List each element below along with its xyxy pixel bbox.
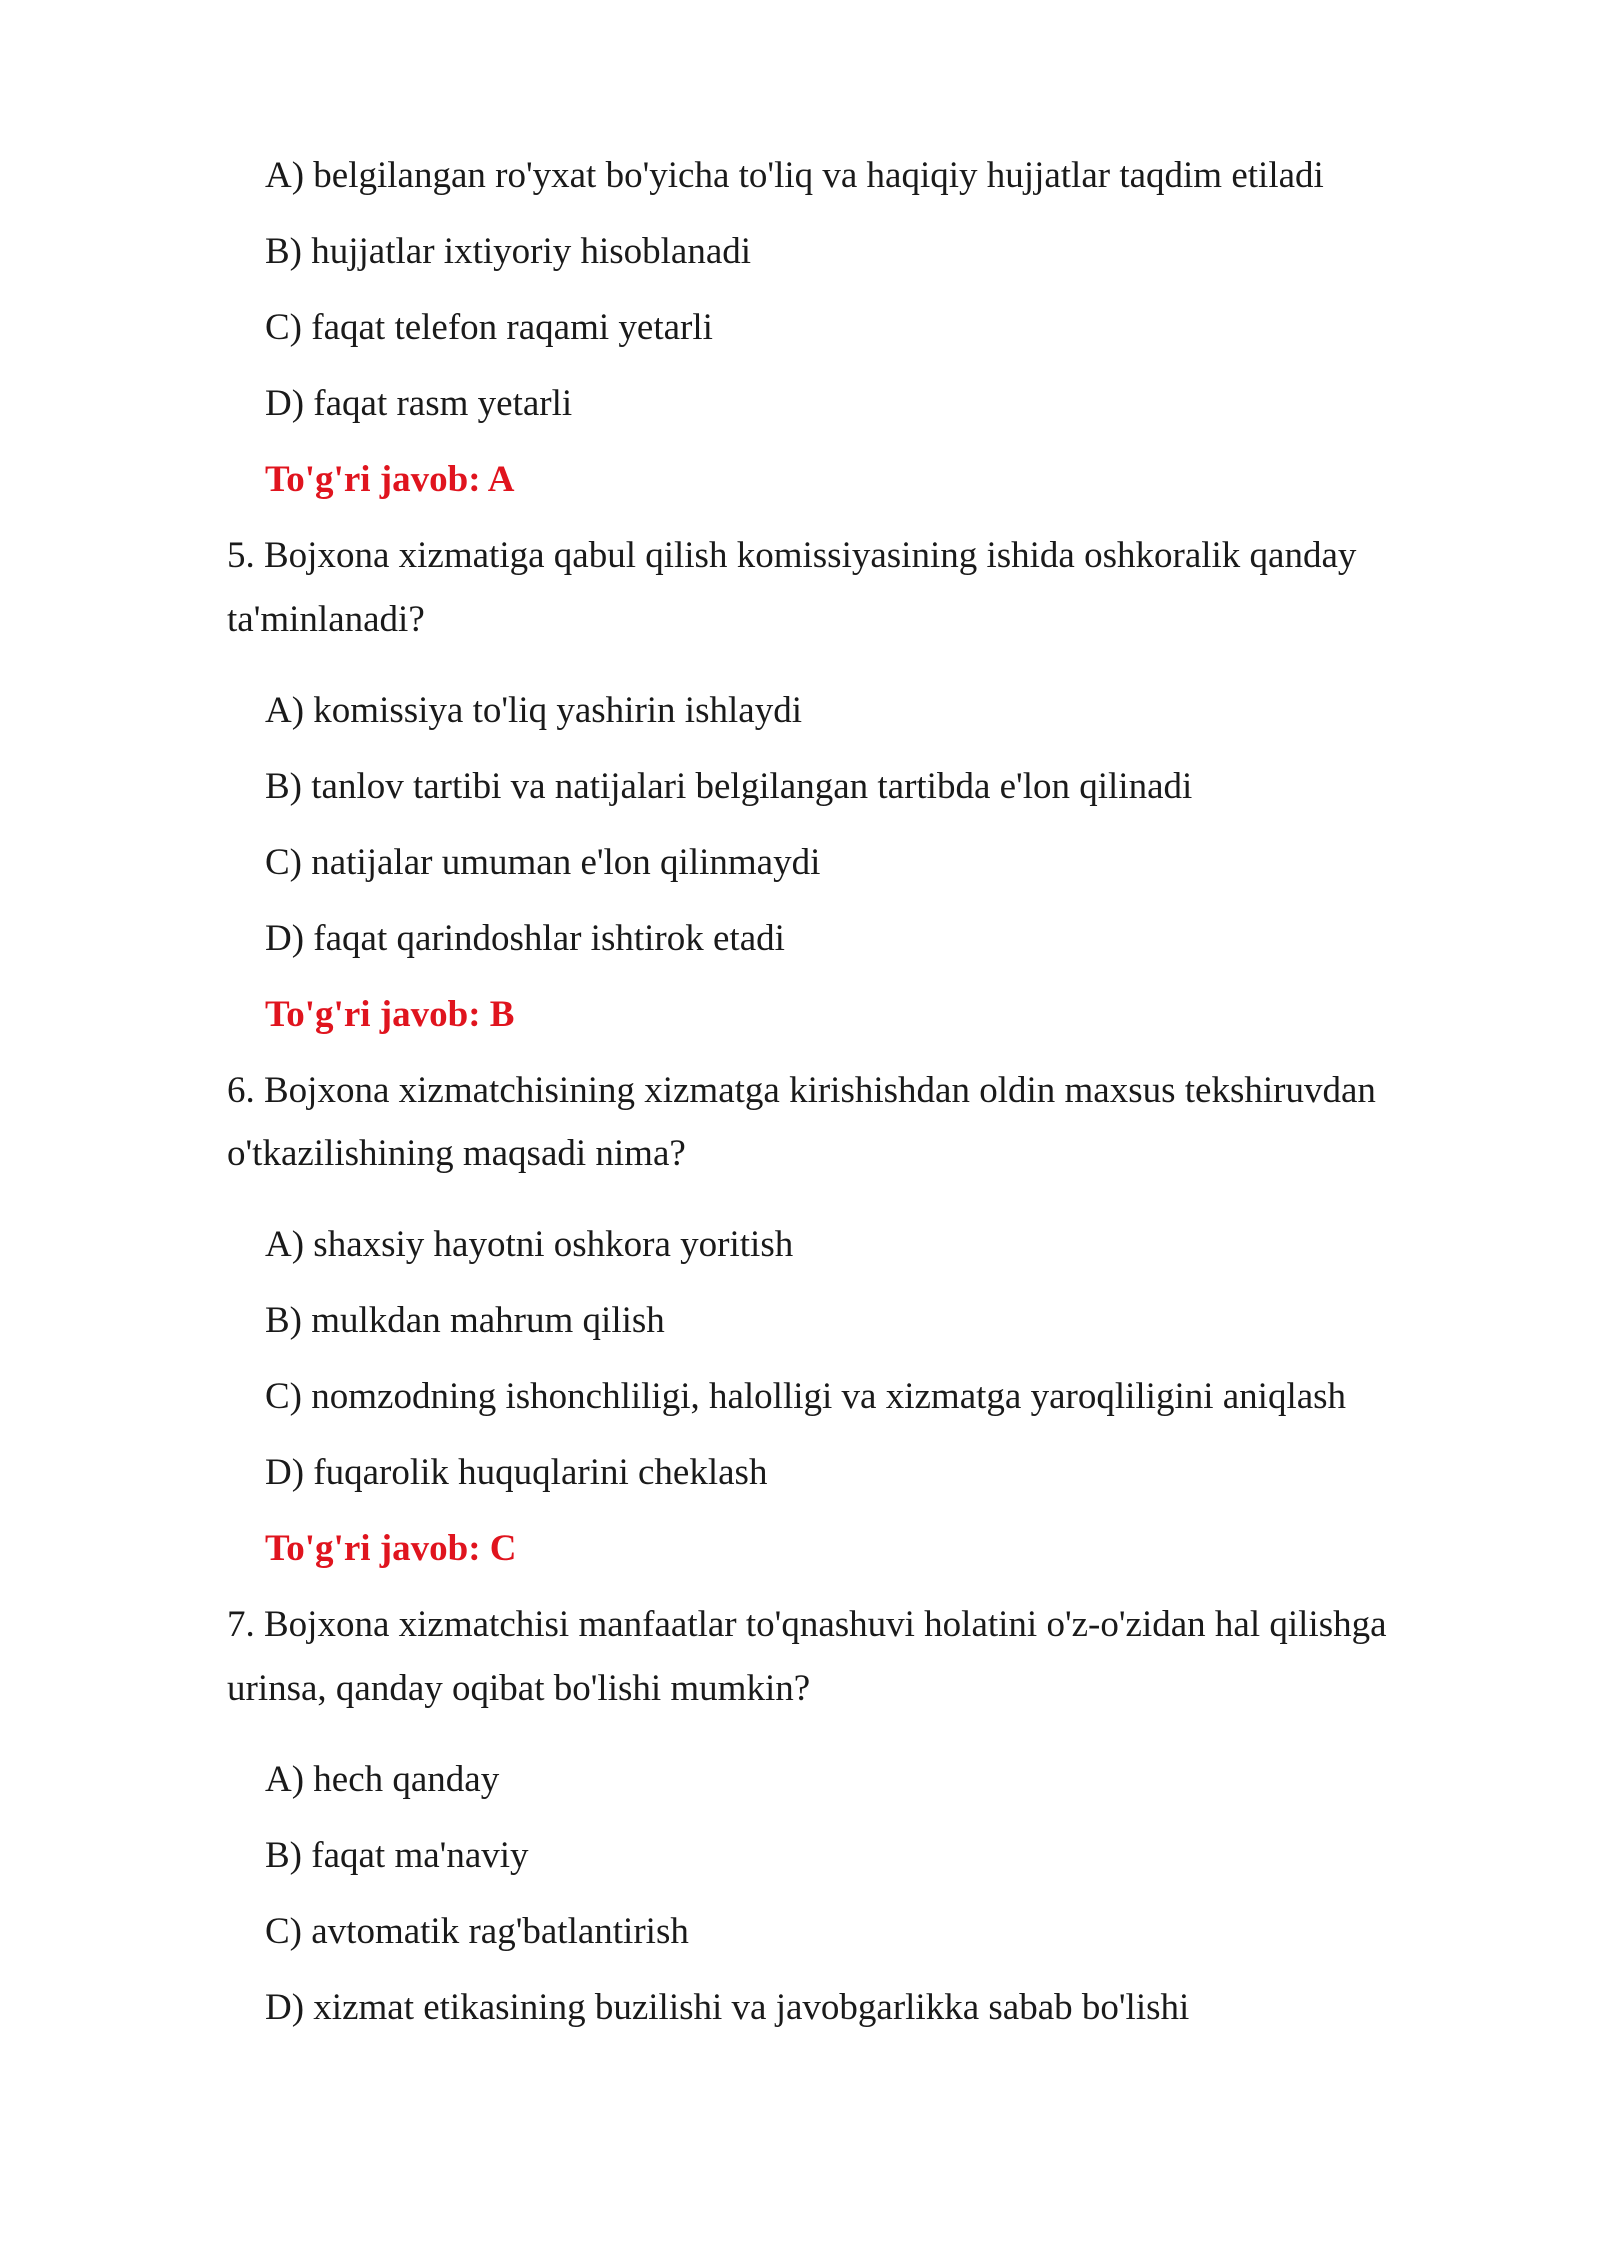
q4-option-c: C) faqat telefon raqami yetarli: [265, 307, 713, 348]
q7-option-c: C) avtomatik rag'batlantirish: [265, 1911, 689, 1952]
q4-option-b: B) hujjatlar ixtiyoriy hisoblanadi: [265, 231, 752, 272]
q7-option-d: D) xizmat etikasining buzilishi va javobgarlikka sabab bo'lishi: [265, 1987, 1190, 2028]
q6-question-line2: o'tkazilishining maqsadi nima?: [227, 1133, 686, 1174]
q5-question-line1: 5. Bojxona xizmatiga qabul qilish komissiyasining ishida oshkoralik qanday: [227, 535, 1357, 576]
q5-correct-answer: To'g'ri javob: B: [265, 994, 515, 1035]
q5-option-a: A) komissiya to'liq yashirin ishlaydi: [265, 690, 802, 731]
q5-option-c: C) natijalar umuman e'lon qilinmaydi: [265, 842, 821, 883]
q6-question-line1: 6. Bojxona xizmatchisining xizmatga kirishishdan oldin maxsus tekshiruvdan: [227, 1070, 1376, 1111]
q6-option-b: B) mulkdan mahrum qilish: [265, 1300, 665, 1341]
q5-question-line2: ta'minlanadi?: [227, 599, 425, 640]
q7-question-line2: urinsa, qanday oqibat bo'lishi mumkin?: [227, 1668, 811, 1709]
q4-option-a: A) belgilangan ro'yxat bo'yicha to'liq va haqiqiy hujjatlar taqdim etiladi: [265, 155, 1324, 196]
q6-option-a: A) shaxsiy hayotni oshkora yoritish: [265, 1224, 794, 1265]
q5-option-d: D) faqat qarindoshlar ishtirok etadi: [265, 918, 785, 959]
q6-option-d: D) fuqarolik huquqlarini cheklash: [265, 1452, 768, 1493]
q6-correct-answer: To'g'ri javob: C: [265, 1528, 517, 1569]
q7-question-line1: 7. Bojxona xizmatchisi manfaatlar to'qnashuvi holatini o'z-o'zidan hal qilishga: [227, 1604, 1387, 1645]
q7-option-a: A) hech qanday: [265, 1759, 500, 1800]
q7-option-b: B) faqat ma'naviy: [265, 1835, 529, 1876]
q6-option-c: C) nomzodning ishonchliligi, halolligi va xizmatga yaroqliligini aniqlash: [265, 1376, 1347, 1417]
q4-option-d: D) faqat rasm yetarli: [265, 383, 573, 424]
q5-option-b: B) tanlov tartibi va natijalari belgilangan tartibda e'lon qilinadi: [265, 766, 1193, 807]
q4-correct-answer: To'g'ri javob: A: [265, 459, 515, 500]
